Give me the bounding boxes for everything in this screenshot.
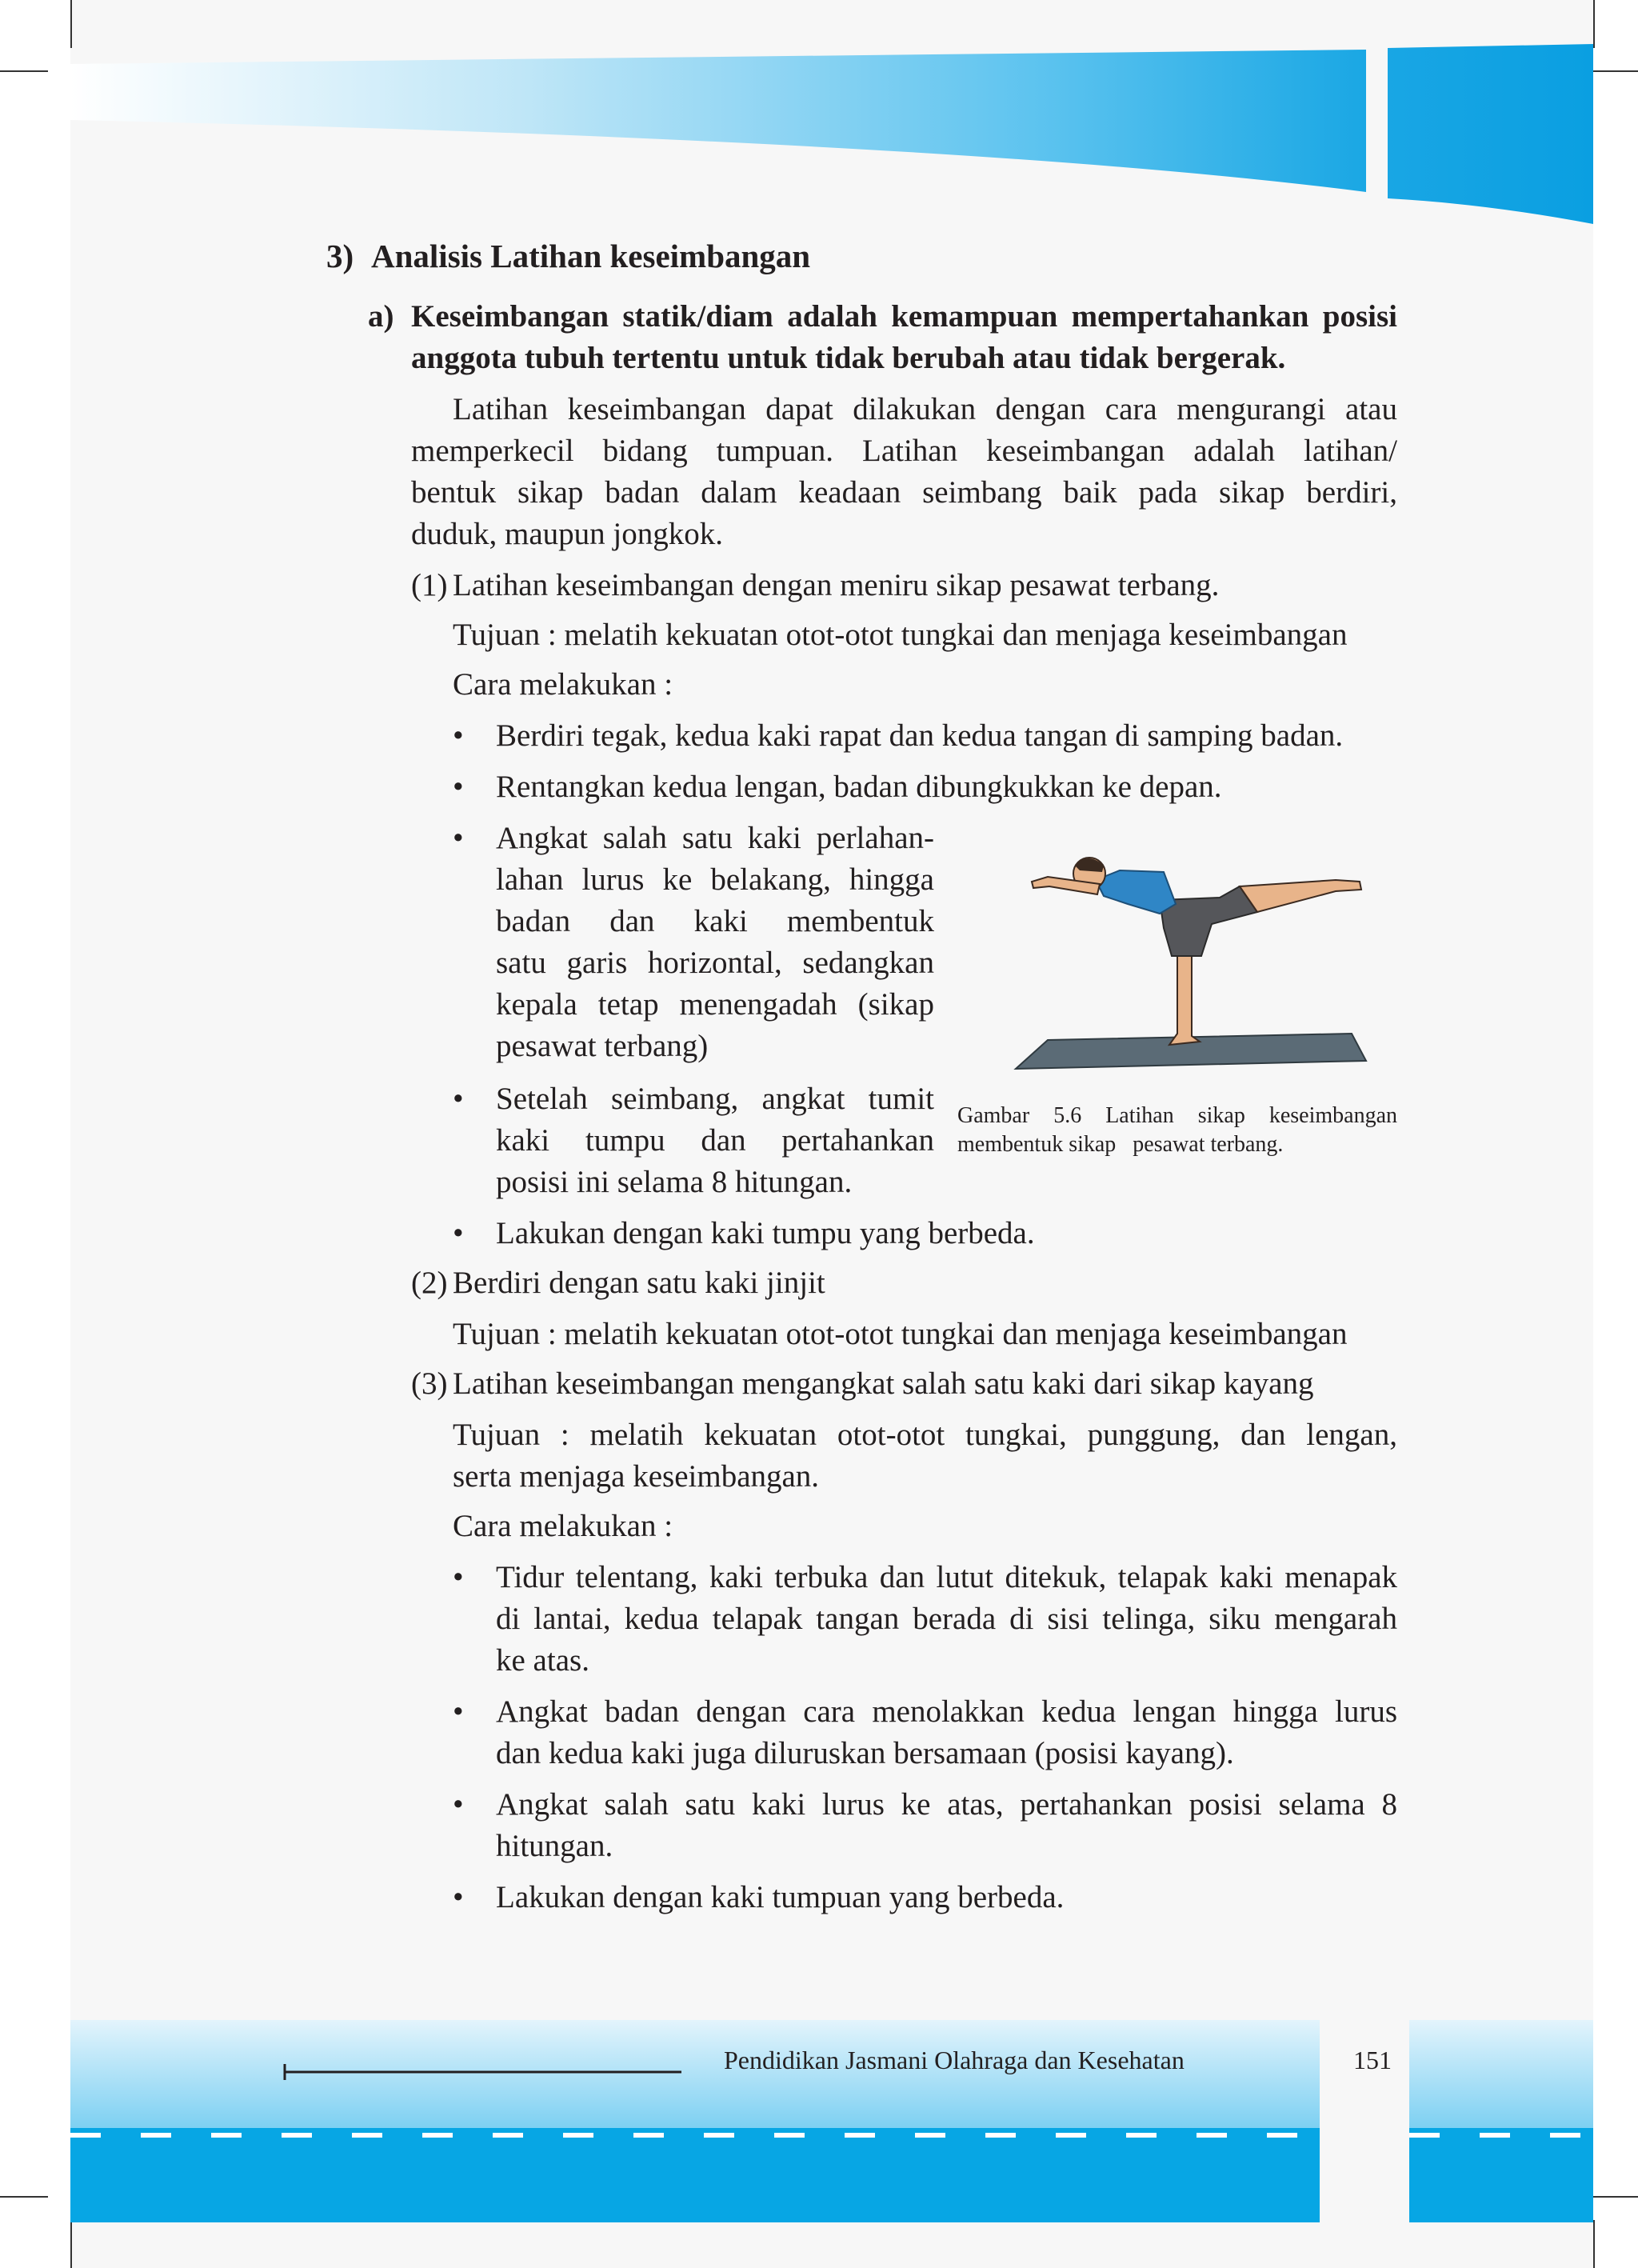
bullet-dot: • xyxy=(453,821,464,855)
bullet-text: Angkat salah satu kaki lurus ke atas, pertahankan posisi selama 8 xyxy=(496,1787,1397,1822)
standing-leg xyxy=(1169,944,1200,1045)
intro-line: duduk, maupun jongkok. xyxy=(411,517,723,551)
bullet-text: satu garis horizontal, sedangkan xyxy=(496,946,934,980)
figure-caption-line: Gambar 5.6 Latihan sikap keseimbangan xyxy=(957,1103,1397,1128)
footer-book-title: Pendidikan Jasmani Olahraga dan Kesehatan xyxy=(724,2046,1185,2074)
figure-caption-line: membentuk sikap pesawat terbang. xyxy=(957,1132,1284,1157)
bullet-dot: • xyxy=(453,1880,464,1914)
bullet-text: Lakukan dengan kaki tumpuan yang berbeda. xyxy=(496,1880,1065,1914)
bullet-text: posisi ini selama 8 hitungan. xyxy=(496,1165,853,1199)
tujuan-text: serta menjaga keseimbangan. xyxy=(453,1459,820,1494)
bullet-text: hitungan. xyxy=(496,1829,613,1863)
bullet-text: Rentangkan kedua lengan, badan dibungkukkan ke depan. xyxy=(496,770,1222,804)
page-number: 151 xyxy=(1353,2046,1392,2074)
bullet-dot: • xyxy=(453,718,464,753)
bullet-text: Angkat salah satu kaki perlahan- xyxy=(496,821,934,855)
item-number: (3) xyxy=(411,1366,448,1401)
bullet-dot: • xyxy=(453,1082,464,1116)
tujuan-text: Tujuan : melatih kekuatan otot-otot tungkai, punggung, dan lengan, xyxy=(453,1418,1397,1452)
subsection-heading-line: Keseimbangan statik/diam adalah kemampuan mempertahankan posisi xyxy=(411,299,1397,334)
bullet-dot: • xyxy=(453,770,464,804)
bullet-text: badan dan kaki membentuk xyxy=(496,904,934,938)
tujuan-text: Tujuan : melatih kekuatan otot-otot tungkai dan menjaga keseimbangan xyxy=(453,618,1348,652)
bullet-text: pesawat terbang) xyxy=(496,1029,709,1063)
bullet-text: kaki tumpu dan pertahankan xyxy=(496,1123,934,1158)
item-title: Latihan keseimbangan dengan meniru sikap pesawat terbang. xyxy=(453,568,1220,602)
item-number: (2) xyxy=(411,1266,448,1300)
bullet-text: Tidur telentang, kaki terbuka dan lutut ditekuk, telapak kaki menapak xyxy=(496,1560,1397,1594)
section-number: 3) xyxy=(326,238,354,274)
bullet-text: Berdiri tegak, kedua kaki rapat dan kedua tangan di samping badan. xyxy=(496,718,1344,753)
airplane-pose-illustration xyxy=(1000,824,1376,1088)
subsection-heading-line: anggota tubuh tertentu untuk tidak berubah atau tidak bergerak. xyxy=(411,341,1286,375)
item-title: Latihan keseimbangan mengangkat salah satu kaki dari sikap kayang xyxy=(453,1366,1314,1401)
bullet-text: ke atas. xyxy=(496,1643,589,1678)
bullet-dot: • xyxy=(453,1216,464,1250)
tujuan-text: Tujuan : melatih kekuatan otot-otot tungkai dan menjaga keseimbangan xyxy=(453,1317,1348,1351)
item-number: (1) xyxy=(411,568,448,602)
section-title: Analisis Latihan keseimbangan xyxy=(371,238,811,274)
bullet-text: Angkat badan dengan cara menolakkan kedua lengan hingga lurus xyxy=(496,1694,1397,1729)
intro-line: Latihan keseimbangan dapat dilakukan dengan cara mengurangi atau xyxy=(453,392,1397,426)
bullet-dot: • xyxy=(453,1787,464,1822)
bullet-text: di lantai, kedua telapak tangan berada di sisi telinga, siku mengarah xyxy=(496,1602,1397,1636)
shorts xyxy=(1160,886,1257,956)
bullet-dot: • xyxy=(453,1694,464,1729)
bullet-text: dan kedua kaki juga diluruskan bersamaan (posisi kayang). xyxy=(496,1736,1234,1770)
bullet-text: lahan lurus ke belakang, hingga xyxy=(496,862,934,897)
cara-label: Cara melakukan : xyxy=(453,1509,673,1543)
raised-leg xyxy=(1240,880,1361,912)
item-title: Berdiri dengan satu kaki jinjit xyxy=(453,1266,825,1300)
bullet-text: Lakukan dengan kaki tumpu yang berbeda. xyxy=(496,1216,1035,1250)
intro-line: bentuk sikap badan dalam keadaan seimbang baik pada sikap berdiri, xyxy=(411,475,1397,510)
shirt xyxy=(1096,870,1176,914)
bullet-text: kepala tetap menengadah (sikap xyxy=(496,987,934,1022)
cara-label: Cara melakukan : xyxy=(453,667,673,702)
bullet-dot: • xyxy=(453,1560,464,1594)
intro-line: memperkecil bidang tumpuan. Latihan keseimbangan adalah latihan/ xyxy=(411,434,1397,468)
subsection-letter: a) xyxy=(368,299,394,334)
bullet-text: Setelah seimbang, angkat tumit xyxy=(496,1082,934,1116)
